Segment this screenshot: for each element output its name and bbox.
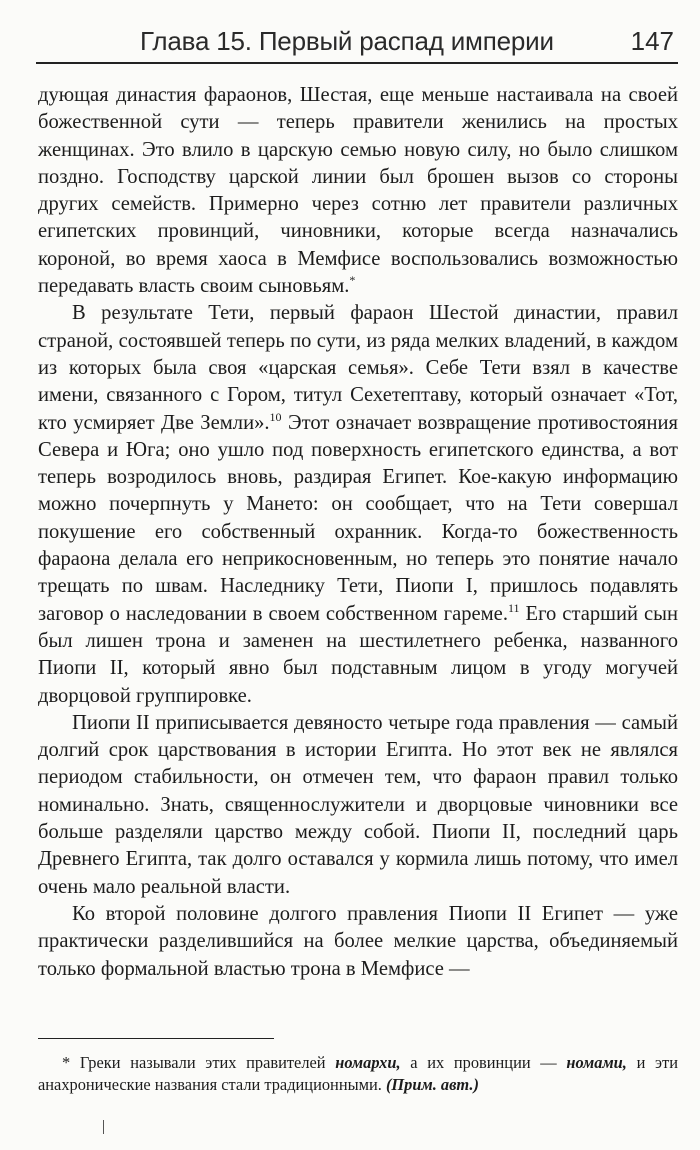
footnote	[38, 1052, 678, 1096]
paragraph-text: дующая династия фараонов, Шестая, еще меньше настаивала на своей божественной сути — теперь правители женились на простых женщинах. Это влило в царскую семью новую силу, но было слишком поздно. Господству царской линии был брошен вызов со стороны других семейств. Примерно через сотню лет правители различных египетских провинций, чиновники, которые всегда назначались короной, во время хаоса в Мемфисе воспользовались возможностью передавать власть своим сыновьям.	[38, 84, 678, 298]
author-note-tag: (Прим. авт.)	[385, 1075, 479, 1094]
paragraph-4	[38, 901, 678, 983]
footnote-text: * Греки называли этих правителей	[62, 1053, 336, 1072]
paragraph-text: В результате Тети, первый фараон Шестой династии, правил страной, состоявшей теперь по сути, из ряда мелких владений, в каждом из которых была своя «царская семья». Себе Тети взял в качестве имени, связанного с Гором, титул Сехетептаву, который означает «Тот, кто усмиряет Две Земли».	[38, 302, 678, 434]
endnote-marker-10[interactable]: 10	[269, 409, 282, 424]
paragraph-text: Ко второй половине долгого правления Пиопи II Египет — уже практически разделившийся на более мелкие царства, объединяемый только формальной властью трона в Мемфисе —	[38, 902, 678, 980]
page-header	[36, 20, 678, 64]
paragraph-text: Его старший сын был лишен трона и заменен на шестилетнего ребенка, названного Пиопи II, который явно был подставным лицом в угоду могучей дворцовой группировке.	[38, 602, 678, 707]
footnote-text: и эти анахронические названия стали традиционными.	[38, 1053, 678, 1094]
body-text	[38, 82, 678, 983]
footnote-term: номами,	[566, 1053, 627, 1072]
paragraph-1	[38, 82, 678, 300]
endnote-marker-11[interactable]: 11	[507, 600, 520, 615]
scan-mark	[103, 1120, 104, 1134]
footnote-term: номархи,	[335, 1053, 401, 1072]
footnote-marker[interactable]: *	[349, 273, 356, 288]
paragraph-text: Этот означает возвращение противостояния Севера и Юга; оно ушло под поверхность египетского единства, а вот теперь возродилось вновь, раздирая Египет. Кое-какую информацию можно почерпнуть у Мането: он сообщает, что на Тети совершал покушение его собственный охранник. Когда-то божественность фараона делала его неприкосновенным, но теперь это понятие начало трещать по швам. Наследнику Тети, Пиопи I, пришлось подавлять заговор о наследовании в своем собственном гареме.	[38, 411, 678, 625]
paragraph-2	[38, 300, 678, 709]
paragraph-text: Пиопи II приписывается девяносто четыре года правления — самый долгий срок царствования в истории Египта. Но этот век не являлся периодом стабильности, он отмечен тем, что фараон правил только номинально. Знать, священнослужители и дворцовые чиновники все больше разделяли царство между собой. Пиопи II, последний царь Древнего Египта, так долго оставался у кормила лишь потому, что имел очень мало реальной власти.	[38, 711, 678, 898]
paragraph-3	[38, 710, 678, 901]
running-title: Глава 15. Первый распад империи	[140, 26, 554, 56]
page-number: 147	[630, 26, 674, 56]
footnote-divider	[38, 1038, 274, 1039]
footnote-text: а их провинции —	[400, 1053, 567, 1072]
